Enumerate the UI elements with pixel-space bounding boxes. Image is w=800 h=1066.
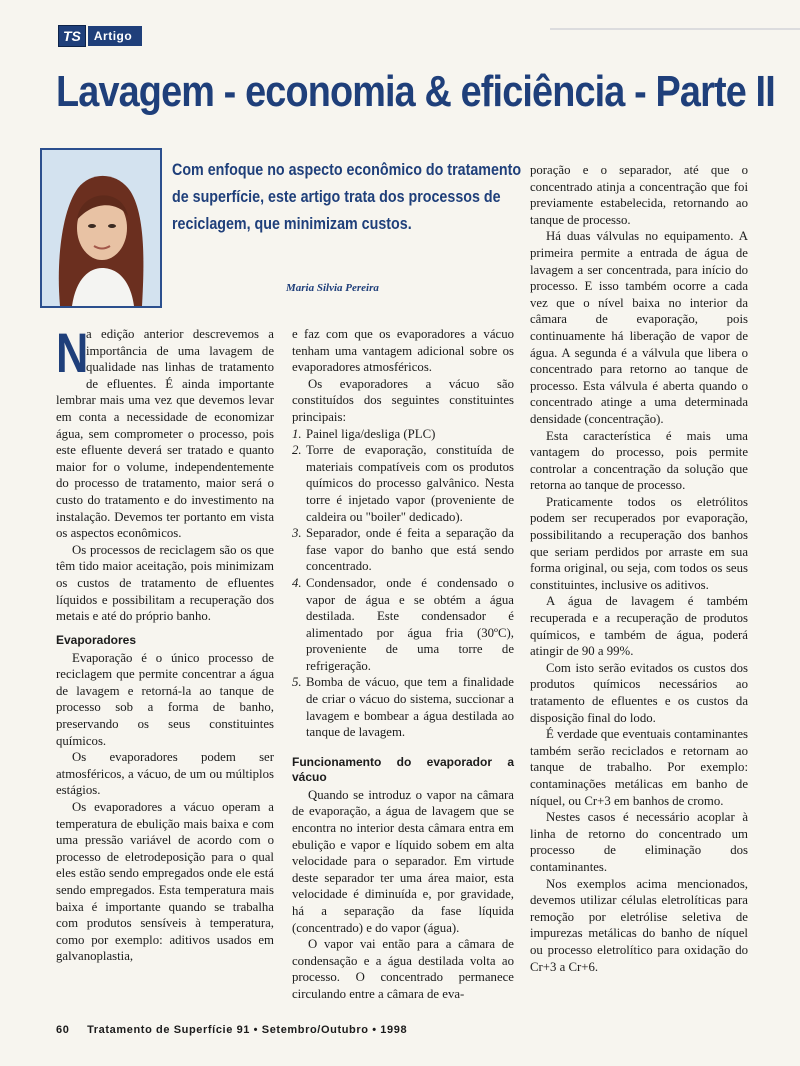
list-item: 1. Painel liga/desliga (PLC) xyxy=(292,426,436,441)
facing-page-bleed xyxy=(550,28,800,46)
author-photo xyxy=(40,148,162,308)
footer-publication: Tratamento de Superfície 91 • Setembro/Outubro • 1998 xyxy=(87,1024,408,1036)
section-tag xyxy=(58,26,142,46)
paragraph: Nos exemplos acima mencionados, devemos utilizar células eletrolíticas para remoção por eletrólise seletiva de impurezas metálicas do banho de níquel ou processo eletrolítico para oxidação do Cr+3 a Cr+6. xyxy=(530,876,748,974)
paragraph: Os evaporadores a vácuo são constituídos dos seguintes constituintes principais: xyxy=(292,376,514,424)
subheading-evaporadores: Evaporadores xyxy=(56,632,137,647)
article-lead: Com enfoque no aspecto econômico do tratamento de superfície, este artigo trata dos processos de reciclagem, que minimizam custos. xyxy=(172,160,522,233)
column-2 xyxy=(292,326,514,1003)
subheading-funcionamento: Funcionamento do evaporador a vácuo xyxy=(292,754,514,784)
list-item: 4. Condensador, onde é condensado o vapor de água e se obtém a água destilada. Este condensador é alimentado por água fria (30ºC), proveniente de uma torre de refrigeração. xyxy=(292,575,514,673)
paragraph: Com isto serão evitados os custos dos produtos químicos necessários ao tratamento de efluentes e os custos da disposição final do lodo. xyxy=(530,660,748,725)
paragraph: Evaporação é o único processo de reciclagem que permite concentrar a água de lavagem e retorná-la ao tanque de processo sob a forma de banho, preservando os seus constituintes químicos. xyxy=(56,650,274,748)
paragraph: e faz com que os evaporadores a vácuo tenham uma vantagem adicional sobre os evaporadores atmosféricos. xyxy=(292,327,514,375)
list-item: 5. Bomba de vácuo, que tem a finalidade de criar o vácuo do sistema, succionar a lavagem e bombear a água destilada ao tanque de lavagem. xyxy=(292,675,514,740)
list-item: 2. Torre de evaporação, constituída de materiais compatíveis com os produtos químicos do processo galvânico. Nesta torre é injetado vapor (proveniente de caldeira ou "boiler" dedicado). xyxy=(292,443,514,524)
paragraph: Nestes casos é necessário acoplar à linha de retorno do concentrado um processo de eliminação dos contaminantes. xyxy=(530,810,748,874)
paragraph: Quando se introduz o vapor na câmara de evaporação, a água de lavagem que se encontra no interior desta câmara entra em ebulição e vapor e líquido sobem em alta velocidade para o separador. Em virtude deste separador ter uma área maior, esta velocidade é diminuída e, por gravidade, há a separação da fase líquida (concentrado) e do vapor (água). xyxy=(292,787,514,935)
paragraph: É verdade que eventuais contaminantes também serão reciclados e retornam ao tanque de trabalho. Por exemplo: contaminações metálicas em banho de níquel, ou Cr+3 em banhos de cromo. xyxy=(530,727,748,808)
section-label: Artigo xyxy=(88,26,142,46)
paragraph: Há duas válvulas no equipamento. A primeira permite a entrada de água de lavagem a ser concentrada, para início do processo. E isso também ocorre a cada vez que o nível baixa no interior da câmara de evaporação, pois continuamente há liberação de vapor de água. A segunda é a válvula que libera o concentrado para retorno ao tanque de processo. Esta válvula é aberta quando o concentrado atinge a uma determinada densidade (concentração). xyxy=(530,229,748,426)
paragraph: O vapor vai então para a câmara de condensação e a água destilada volta ao processo. O concentrado permanece circulando entre a câmara de eva- xyxy=(292,937,514,1001)
paragraph: Praticamente todos os eletrólitos podem ser recuperados por evaporação, possibilitando a recuperação dos banhos que seriam perdidos por arraste em sua forma original, ou seja, com todos os seus constituintes, inclusive os aditivos. xyxy=(530,494,748,592)
paragraph: Os evaporadores podem ser atmosféricos, a vácuo, de um ou múltiplos estágios. xyxy=(56,750,274,798)
column-3 xyxy=(530,162,748,975)
drop-cap: N xyxy=(56,321,89,384)
paragraph: poração e o separador, até que o concentrado atinja a concentração que foi previamente estabelecida, retornando ao tanque de processo. xyxy=(530,163,748,227)
column-1 xyxy=(56,321,274,965)
author-name: Maria Silvia Pereira xyxy=(286,282,379,294)
paragraph: Os evaporadores a vácuo operam a temperatura de ebulição mais baixa e com uma pressão variável de acordo com o processo de eletrodeposição para o qual eles estão sendo empregados onde ele está sendo empregados. Esta temperatura mais baixa é importante quando se trabalha com produtos sensíveis à temperatura, como por exemplo: aditivos usados em galvanoplastia, xyxy=(56,800,274,964)
paragraph: a edição anterior descrevemos a importância de uma lavagem de qualidade nas linhas de tratamento de efluentes. É ainda importante lembrar mais uma vez que devemos levar em conta a necessidade de economizar água, sem comprometer o processo, pois este efluente deverá ser tratado e quanto maior for o volume, independentemente do processo de tratamento, maior será o custo do tratamento e do investimento na instalação. Devemos ter portanto em vista os aspectos econômicos. xyxy=(56,327,274,541)
article-title: Lavagem - economia & eficiência - Parte II xyxy=(56,67,775,116)
paragraph: Os processos de reciclagem são os que têm tido maior aceitação, pois minimizam os custos de tratamento de efluentes líquidos e possibilitam a recuperação dos metais e até do próprio banho. xyxy=(56,542,274,624)
page-number: 60 xyxy=(56,1024,70,1036)
components-list xyxy=(292,426,514,741)
list-item: 3. Separador, onde é feita a separação da fase vapor do banho que está sendo concentrado. xyxy=(292,526,514,574)
magazine-logo: TS xyxy=(58,25,86,47)
paragraph: Esta característica é mais uma vantagem do processo, pois permite controlar a concentração da solução que retorna ao tanque de processo. xyxy=(530,428,748,493)
paragraph: A água de lavagem é também recuperada e a recuperação de produtos químicos, e também de água, poderá atingir de 90 a 99%. xyxy=(530,594,748,659)
page-footer xyxy=(56,1024,407,1036)
